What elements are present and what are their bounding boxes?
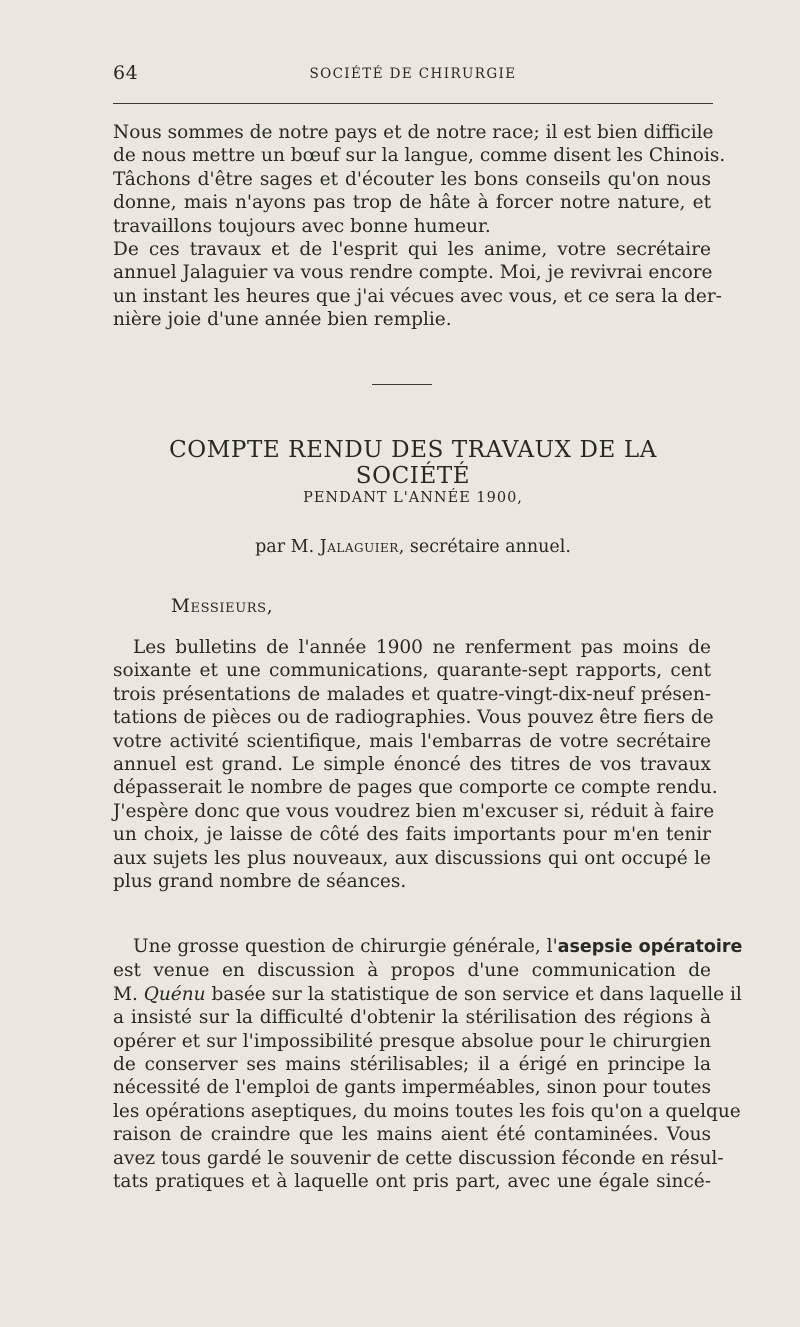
italic-name: Quénu [143,983,206,1005]
byline-suffix: , secrétaire annuel. [398,537,571,557]
text-line: travaillons toujours avec bonne humeur. [113,215,491,237]
text-line: un choix, je laisse de côté des faits importants pour m'en tenir [113,824,711,846]
text-line: de nous mettre un bœuf sur la langue, comme disent les Chinois. [113,145,726,167]
text-line: aux sujets les plus nouveaux, aux discussions qui ont occupé le [113,847,711,869]
text-line: J'espère donc que vous voudrez bien m'excuser si, réduit à faire [113,800,715,822]
section-separator [372,384,432,385]
text-line: plus grand nombre de séances. [113,871,407,893]
bold-term: asepsie opératoire [557,937,743,957]
page-number: 64 [113,62,139,84]
line-text: basée sur la statistique de son service et dans laquelle il [205,983,742,1005]
text-line: les opérations aseptiques, du moins toutes les fois qu'on a quelque [113,1100,741,1122]
text-line: soixante et une communications, quarante-sept rapports, cent [113,660,711,682]
text-line: Les bulletins de l'année 1900 ne renferment pas moins de [133,637,711,658]
intro-paragraphs [113,121,726,332]
bulletins-paragraph [113,636,718,893]
text-line: de conserver ses mains stérilisables; il a érigé en principe la [113,1054,711,1076]
text-line: donne, mais n'ayons pas trop de hâte à forcer notre nature, et [113,192,711,214]
byline [113,537,713,557]
running-head [113,62,713,90]
text-line: annuel est grand. Le simple énoncé des titres de vos travaux [113,754,711,776]
section-title: COMPTE RENDU DES TRAVAUX DE LA SOCIÉTÉ [169,437,657,489]
text-line: opérer et sur l'impossibilité presque absolue pour le chirurgien [113,1030,711,1052]
byline-prefix: par M. [255,537,320,557]
running-title: SOCIÉTÉ DE CHIRURGIE [309,66,517,82]
text-line: votre activité scientifique, mais l'embarras de votre secrétaire [113,730,711,752]
text-line [113,983,742,1006]
author-name: Jalaguier [319,537,399,557]
text-line: avez tous gardé le souvenir de cette discussion féconde en résul- [113,1147,724,1169]
text-line: annuel Jalaguier va vous rendre compte. Moi, je revivrai encore [113,262,713,284]
text-line: a insisté sur la difficulté d'obtenir la stérilisation des régions à [113,1007,711,1029]
header-rule [113,103,713,104]
section-subtitle: PENDANT L'ANNÉE 1900, [303,490,523,506]
salutation: Messieurs, [171,596,274,617]
text-line [113,935,743,959]
text-line: un instant les heures que j'ai vécues avec vous, et ce sera la der- [113,285,722,307]
text-line: tats pratiques et à laquelle ont pris part, avec une égale sincé- [113,1171,711,1193]
line-text: M. [113,983,144,1005]
text-line: Tâchons d'être sages et d'écouter les bons conseils qu'on nous [113,168,711,190]
text-line: dépasserait le nombre de pages que comporte ce compte rendu. [113,777,718,799]
text-line: raison de craindre que les mains aient été contaminées. Vous [113,1124,711,1146]
text-line: est venue en discussion à propos d'une communication de [113,960,711,982]
asepsie-paragraph [113,935,743,1193]
text-line: tations de pièces ou de radiographies. Vous pouvez être fiers de [113,707,714,729]
text-line: Nous sommes de notre pays et de notre race; il est bien difficile [113,122,714,143]
text-line: nière joie d'une année bien remplie. [113,309,452,331]
text-line: nécessité de l'emploi de gants imperméables, sinon pour toutes [113,1077,711,1099]
text-line: trois présentations de malades et quatre-vingt-dix-neuf présen- [113,683,711,705]
text-line: De ces travaux et de l'esprit qui les anime, votre secrétaire [113,239,711,261]
line-text: Une grosse question de chirurgie générale, l' [133,936,558,957]
